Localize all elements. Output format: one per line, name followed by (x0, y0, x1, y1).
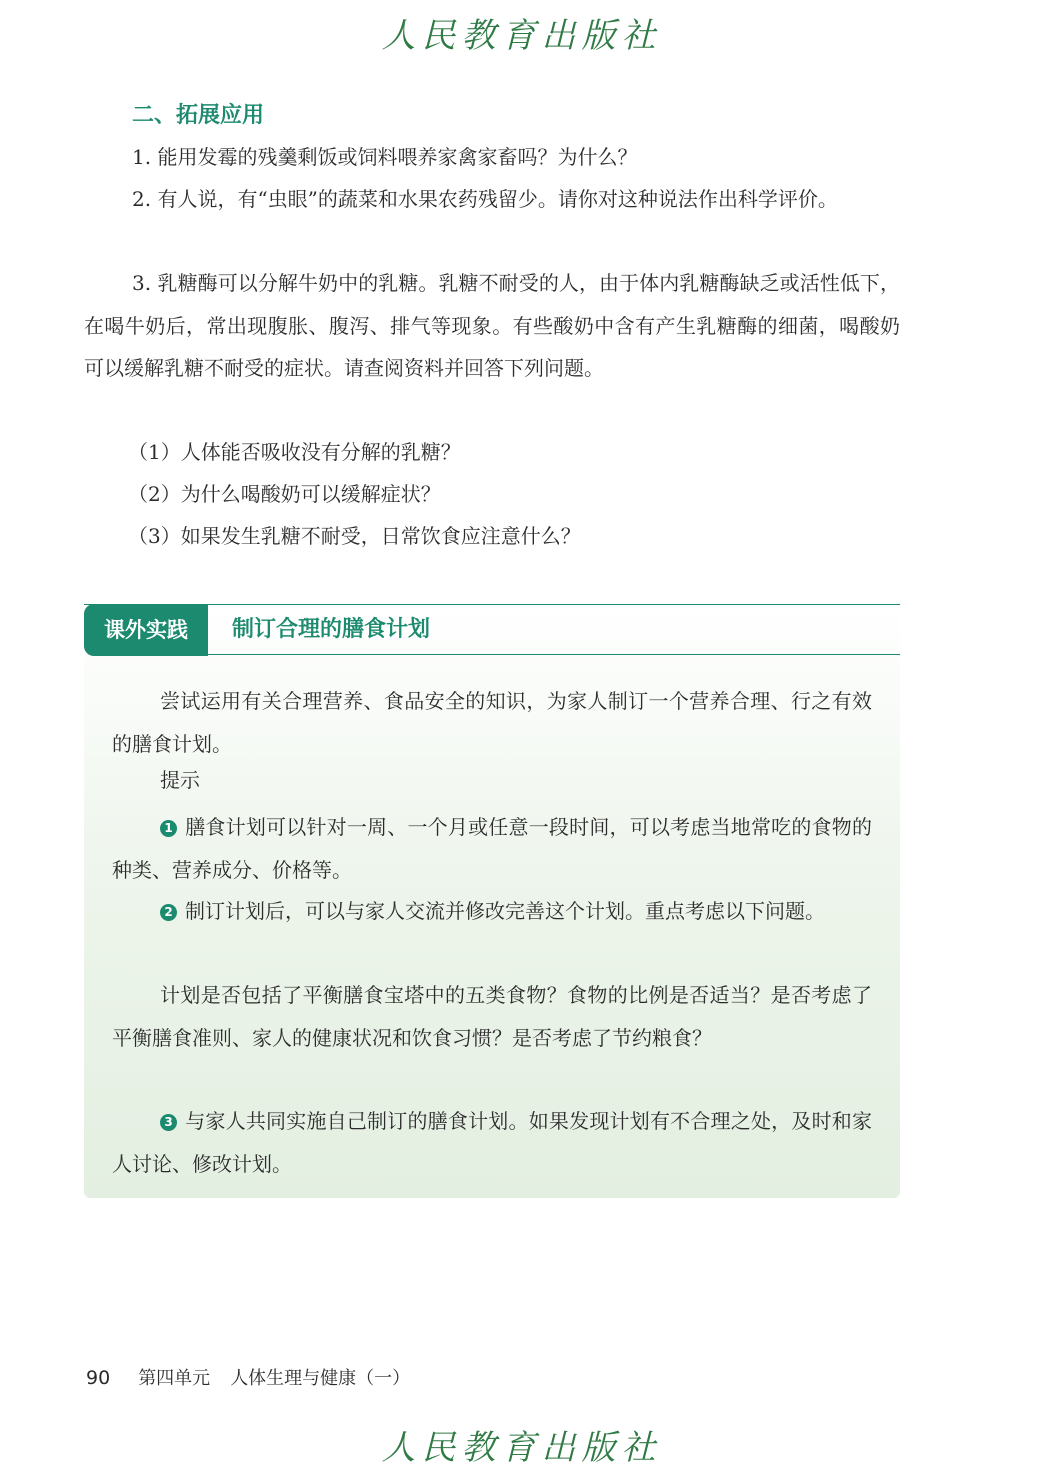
hint-item-1-text: 膳食计划可以针对一周、一个月或任意一段时间，可以考虑当地常吃的食物的种类、营养成分、价格等。 (112, 815, 872, 882)
question-2: 2. 有人说，有“虫眼”的蔬菜和水果农药残留少。请你对这种说法作出科学评价。 (132, 187, 838, 211)
section-title: 二、拓展应用 (132, 103, 265, 128)
practice-header (84, 604, 900, 656)
hint-questions: 计划是否包括了平衡膳食宝塔中的五类食物？食物的比例是否适当？是否考虑了平衡膳食准则、家人的健康状况和饮食习惯？是否考虑了节约粮食？ (112, 983, 872, 1050)
sub-question-1: （1）人体能否吸收没有分解的乳糖？ (128, 440, 461, 464)
sub-question-2: （2）为什么喝酸奶可以缓解症状？ (128, 482, 441, 506)
hint-item-3 (112, 1100, 872, 1185)
unit-label: 第四单元 (138, 1368, 211, 1389)
page-footer (86, 1364, 410, 1390)
hint-item-1 (112, 806, 872, 891)
number-2-badge: 2 (160, 904, 177, 921)
number-1-badge: 1 (160, 820, 177, 837)
sub-question-3: （3）如果发生乳糖不耐受，日常饮食应注意什么？ (128, 524, 581, 548)
practice-title: 制订合理的膳食计划 (232, 617, 431, 642)
hint-item-2 (112, 890, 872, 933)
question-1: 1. 能用发霉的残羹剩饭或饲料喂养家禽家畜吗？为什么？ (132, 145, 638, 169)
publisher-watermark-top: 人民教育出版社 (381, 16, 662, 56)
question-3: 3. 乳糖酶可以分解牛奶中的乳糖。乳糖不耐受的人，由于体内乳糖酶缺乏或活性低下，在喝牛奶后，常出现腹胀、腹泻、排气等现象。有些酸奶中含有产生乳糖酶的细菌，喝酸奶可以缓解乳糖不耐受的症状。请查阅资料并回答下列问题。 (84, 271, 900, 380)
hint-item-3-text: 与家人共同实施自己制订的膳食计划。如果发现计划有不合理之处，及时和家人讨论、修改计划。 (112, 1109, 872, 1176)
number-3-badge: 3 (160, 1114, 177, 1131)
practice-intro: 尝试运用有关合理营养、食品安全的知识，为家人制订一个营养合理、行之有效的膳食计划。 (112, 689, 872, 756)
unit-title: 人体生理与健康（一） (230, 1368, 411, 1389)
hint-item-2-text: 制订计划后，可以与家人交流并修改完善这个计划。重点考虑以下问题。 (185, 899, 825, 923)
publisher-watermark-bottom: 人民教育出版社 (381, 1428, 662, 1468)
page-number: 90 (86, 1367, 111, 1389)
hint-label: 提示 (160, 768, 200, 792)
practice-tag: 课外实践 (84, 604, 208, 656)
